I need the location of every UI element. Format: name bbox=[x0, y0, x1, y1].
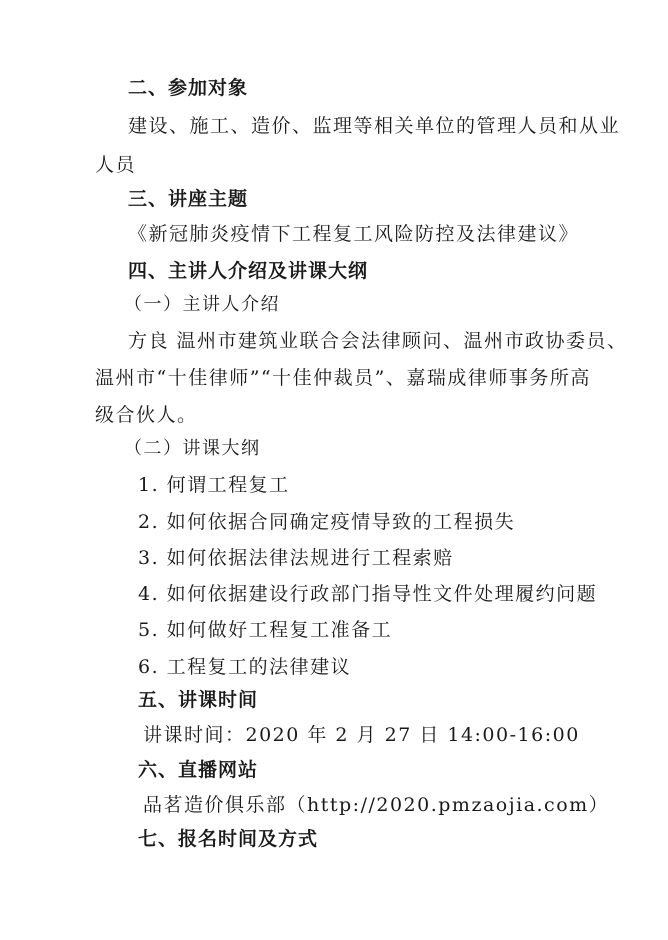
speaker-heading: 四、主讲人介绍及讲课大纲 bbox=[128, 260, 369, 282]
website-text: 品茗造价俱乐部（http://2020.pmzaojia.com） bbox=[143, 794, 610, 816]
time-heading: 五、讲课时间 bbox=[138, 689, 259, 711]
website-heading: 六、直播网站 bbox=[138, 759, 259, 781]
topic-title: 《新冠肺炎疫情下工程复工风险防控及法律建议》 bbox=[128, 223, 580, 245]
speaker-intro-line-1: 方良 温州市建筑业联合会法律顾问、温州市政协委员、 bbox=[128, 330, 628, 352]
participants-line-2: 人员 bbox=[95, 154, 137, 176]
outline-item: 2. 如何依据合同确定疫情导致的工程损失 bbox=[138, 511, 516, 533]
outline-item: 3. 如何依据法律法规进行工程索赔 bbox=[138, 547, 454, 569]
speaker-intro-line-3: 级合伙人。 bbox=[95, 404, 198, 426]
outline-item: 5. 如何做好工程复工准备工 bbox=[138, 619, 393, 641]
outline-heading: （二）讲课大纲 bbox=[124, 438, 261, 459]
outline-item: 6. 工程复工的法律建议 bbox=[138, 656, 352, 678]
topic-heading: 三、讲座主题 bbox=[128, 188, 249, 210]
outline-item: 4. 如何依据建设行政部门指导性文件处理履约问题 bbox=[138, 583, 598, 605]
speaker-intro-line-2: 温州市“十佳律师”“十佳仲裁员”、嘉瑞成律师事务所高 bbox=[95, 367, 591, 389]
time-text: 讲课时间：2020 年 2 月 27 日 14:00-16:00 bbox=[143, 724, 580, 746]
outline-item: 1. 何谓工程复工 bbox=[138, 474, 290, 496]
speaker-intro-heading: （一）主讲人介绍 bbox=[124, 294, 280, 315]
participants-heading: 二、参加对象 bbox=[128, 77, 249, 99]
registration-heading: 七、报名时间及方式 bbox=[138, 828, 319, 850]
participants-line-1: 建设、施工、造价、监理等相关单位的管理人员和从业 bbox=[128, 115, 621, 137]
